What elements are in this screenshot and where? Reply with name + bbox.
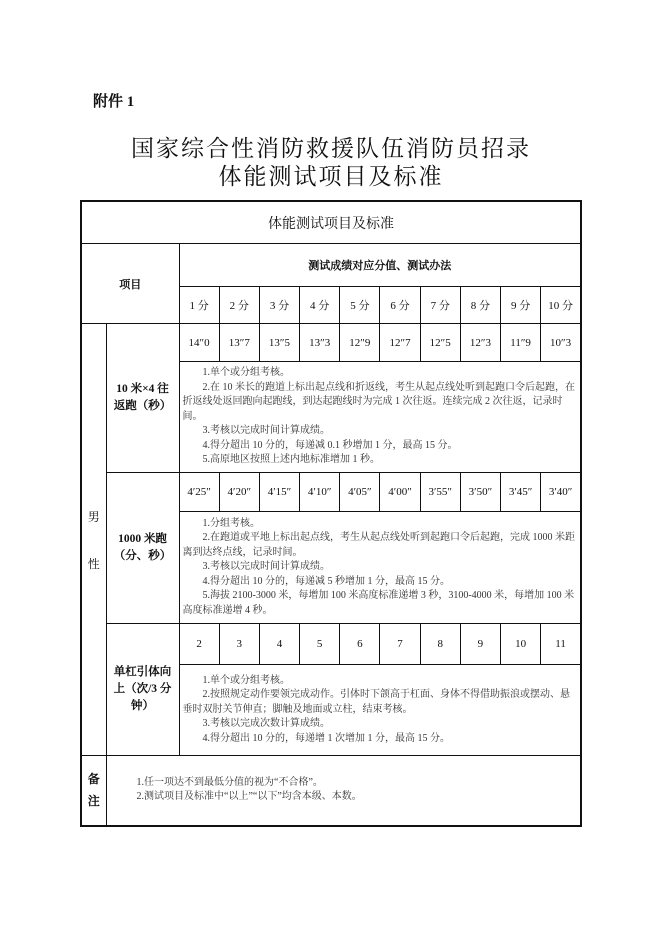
method-step: 3.考核以完成时间计算成绩。 [202, 561, 330, 573]
score-value: 13″3 [300, 324, 340, 362]
sex-label [81, 324, 106, 756]
notes-label-1: 备 [87, 772, 100, 787]
note-item: 1.任一项达不到最低分值的视为“不合格”。 [136, 777, 323, 789]
method-step: 1.单个或分组考核。 [202, 367, 290, 379]
method-step: 3.考核以完成时间计算成绩。 [202, 425, 330, 437]
score-value: 12″7 [380, 324, 420, 362]
method-description [179, 512, 581, 624]
score-label: 3 分 [259, 287, 299, 324]
method-step: 1.分组考核。 [202, 517, 260, 529]
fitness-standards-table [80, 200, 582, 827]
method-step: 4.得分超出 10 分的，每递增 1 次增加 1 分，最高 15 分。 [202, 732, 450, 744]
method-step: 3.考核以完成次数计算成绩。 [202, 718, 330, 730]
note-item: 2.测试项目及标准中“以上”“以下”均含本级、本数。 [136, 791, 362, 803]
caption-row [81, 201, 581, 244]
notes-label-2: 注 [87, 794, 100, 809]
header-row [81, 244, 581, 287]
score-value: 4′25″ [179, 473, 219, 512]
document-title-line2: 体能测试项目及标准 [218, 164, 444, 189]
method-step: 5.海拔 2100-3000 米，每增加 100 米高度标准递增 3 秒，3100-4000 米，每增加 100 米高度标准递增 4 秒。 [182, 590, 575, 616]
score-value: 14″0 [179, 324, 219, 362]
method-step: 4.得分超出 10 分的，每递减 0.1 秒增加 1 分，最高 15 分。 [202, 439, 458, 451]
score-label: 7 分 [420, 287, 460, 324]
notes-row [81, 756, 581, 826]
score-label: 10 分 [541, 287, 581, 324]
method-step: 1.单个或分组考核。 [202, 674, 290, 686]
item-name: 10 米×4 往返跑（秒） [106, 324, 179, 473]
score-value: 3′40″ [541, 473, 581, 512]
score-value: 4′05″ [340, 473, 380, 512]
score-label: 9 分 [501, 287, 541, 324]
values-row [81, 324, 581, 362]
score-value: 3′55″ [420, 473, 460, 512]
item-name: 1000 米跑（分、秒） [106, 473, 179, 624]
score-label: 8 分 [460, 287, 500, 324]
score-value: 11″9 [501, 324, 541, 362]
score-value: 12″9 [340, 324, 380, 362]
attachment-label: 附件 1 [93, 94, 135, 110]
scores-header: 测试成绩对应分值、测试办法 [179, 244, 581, 287]
item-header: 项目 [81, 244, 179, 324]
sex-label-male: 男 [87, 509, 100, 524]
method-step: 5.高原地区按照上述内地标准增加 1 秒。 [202, 454, 380, 466]
score-value: 4′10″ [300, 473, 340, 512]
score-value: 9 [460, 624, 500, 665]
score-value: 11 [541, 624, 581, 665]
score-value: 12″3 [460, 324, 500, 362]
document-title-line1: 国家综合性消防救援队伍消防员招录 [131, 136, 531, 161]
method-step: 2.在跑道或平地上标出起点线，考生从起点线处听到起跑口令后起跑，完成 1000 米距离到达终点线，记录时间。 [182, 532, 575, 558]
score-value: 10″3 [541, 324, 581, 362]
score-label: 2 分 [219, 287, 259, 324]
score-value: 10 [501, 624, 541, 665]
score-label: 6 分 [380, 287, 420, 324]
score-value: 4′15″ [259, 473, 299, 512]
item-name: 单杠引体向上（次/3 分钟） [106, 624, 179, 756]
method-description [179, 362, 581, 473]
score-value: 4 [259, 624, 299, 665]
score-value: 13″5 [259, 324, 299, 362]
score-label: 1 分 [179, 287, 219, 324]
sex-label-sex: 性 [87, 556, 100, 571]
score-value: 12″5 [420, 324, 460, 362]
score-value: 4′00″ [380, 473, 420, 512]
score-value: 13″7 [219, 324, 259, 362]
method-step: 2.在 10 米长的跑道上标出起点线和折返线，考生从起点线处听到起跑口令后起跑，在折返线处返回跑向起跑线，到达起跑线时为完成 1 次往返。连续完成 2 次往返，记录时间。 [182, 381, 575, 422]
values-row [81, 473, 581, 512]
score-value: 8 [420, 624, 460, 665]
table-caption: 体能测试项目及标准 [81, 201, 581, 244]
method-step: 2.按照规定动作要领完成动作。引体时下颌高于杠面、身体不得借助振浪或摆动、悬垂时双肘关节伸直；脚触及地面或立柱，结束考核。 [182, 689, 570, 715]
method-step: 4.得分超出 10 分的，每递减 5 秒增加 1 分，最高 15 分。 [202, 575, 450, 587]
score-value: 7 [380, 624, 420, 665]
score-value: 5 [300, 624, 340, 665]
method-description [179, 665, 581, 756]
score-value: 3′45″ [501, 473, 541, 512]
values-row [81, 624, 581, 665]
notes-label [81, 756, 106, 826]
notes [106, 756, 581, 826]
score-value: 3 [219, 624, 259, 665]
score-label: 4 分 [300, 287, 340, 324]
score-value: 3′50″ [460, 473, 500, 512]
score-value: 4′20″ [219, 473, 259, 512]
score-label: 5 分 [340, 287, 380, 324]
score-value: 2 [179, 624, 219, 665]
score-value: 6 [340, 624, 380, 665]
